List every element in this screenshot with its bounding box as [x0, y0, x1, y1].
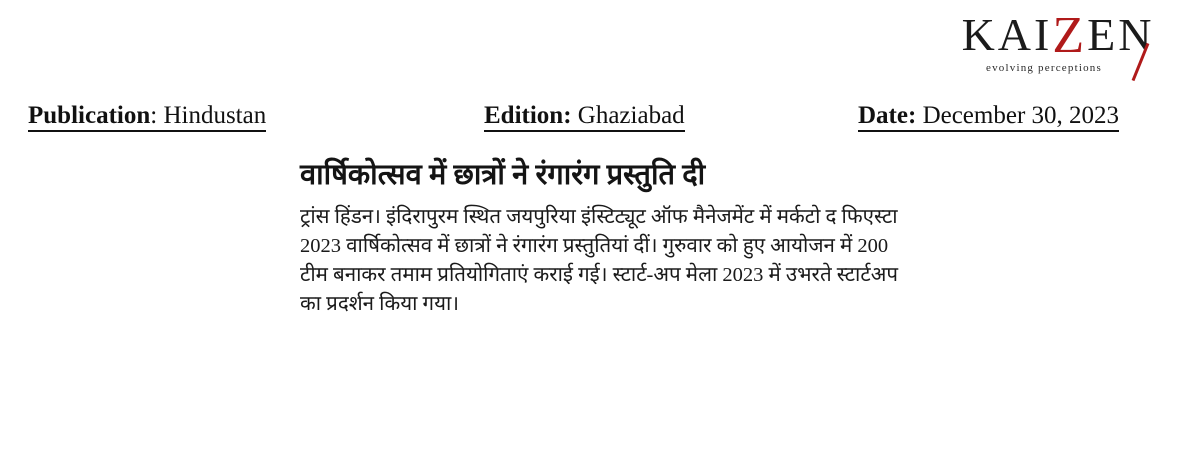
clipping-meta-row: [0, 103, 1200, 137]
date-field: [858, 103, 1119, 132]
kaizen-logo: [938, 8, 1178, 74]
logo-letter-z-accent: Z: [1052, 7, 1088, 64]
article-body: ट्रांस हिंडन। इंदिरापुरम स्थित जयपुरिया इंस्टिट्यूट ऑफ मैनेजमेंट में मर्कटो द फिएस्टा 2023 वार्षिकोत्सव में छात्रों ने रंगारंग प्रस्तुतियां दीं। गुरुवार को हुए आयोजन में 200 टीम बनाकर तमाम प्रतियोगिताएं कराई गई। स्टार्ट-अप मेला 2023 में उभरते स्टार्टअप का प्रदर्शन किया गया।: [300, 205, 899, 316]
logo-word-part1: KAI: [961, 9, 1053, 60]
article-headline: वार्षिकोत्सव में छात्रों ने रंगारंग प्रस्तुति दी: [300, 159, 706, 191]
publication-separator: :: [150, 102, 164, 129]
publication-label: Publication: [28, 102, 151, 129]
logo-tagline: evolving perceptions: [986, 62, 1102, 74]
edition-field: [484, 103, 685, 132]
date-value: December 30, 2023: [916, 102, 1120, 129]
logo-word-part2: EN: [1087, 9, 1155, 60]
publication-field: [28, 103, 266, 132]
publication-value: Hindustan: [163, 102, 267, 129]
edition-label: Edition:: [484, 102, 572, 129]
date-label: Date:: [858, 102, 917, 129]
newspaper-clipping: [300, 158, 920, 319]
edition-value: Ghaziabad: [571, 102, 685, 129]
